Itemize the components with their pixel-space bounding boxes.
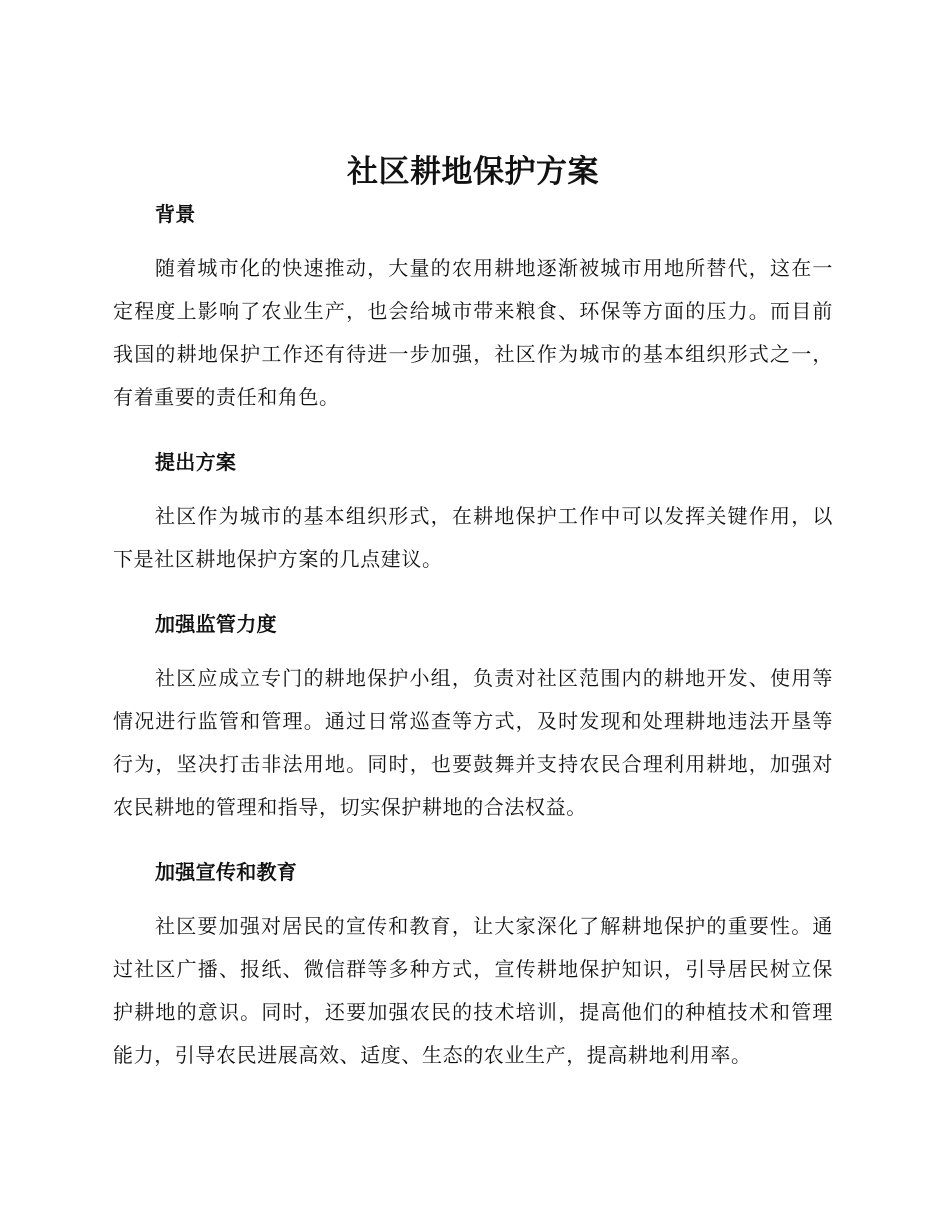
document-body — [113, 149, 833, 1077]
section-paragraph-education: 社区要加强对居民的宣传和教育，让大家深化了解耕地保护的重要性。通过社区广播、报纸、微信群等多种方式，宣传耕地保护知识，引导居民树立保护耕地的意识。同时，还要加强农民的技术培训，提高他们的种植技术和管理能力，引导农民进展高效、适度、生态的农业生产，提高耕地利用率。 — [113, 914, 833, 1067]
section-heading-education: 加强宣传和教育 — [155, 860, 298, 884]
section-heading-proposal: 提出方案 — [155, 450, 237, 474]
section-paragraph-background: 随着城市化的快速推动，大量的农用耕地逐渐被城市用地所替代，这在一定程度上影响了农业生产，也会给城市带来粮食、环保等方面的压力。而目前我国的耕地保护工作还有待进一步加强，社区作为城市的基本组织形式之一，有着重要的责任和角色。 — [113, 256, 833, 409]
section-heading-background: 背景 — [155, 202, 196, 226]
section-paragraph-supervision: 社区应成立专门的耕地保护小组，负责对社区范围内的耕地开发、使用等情况进行监管和管理。通过日常巡查等方式，及时发现和处理耕地违法开垦等行为，坚决打击非法用地。同时，也要鼓舞并支持农民合理利用耕地，加强对农民耕地的管理和指导，切实保护耕地的合法权益。 — [113, 666, 833, 819]
document-title: 社区耕地保护方案 — [347, 154, 599, 190]
section-heading-supervision: 加强监管力度 — [155, 612, 277, 636]
section-paragraph-proposal: 社区作为城市的基本组织形式，在耕地保护工作中可以发挥关键作用，以下是社区耕地保护方案的几点建议。 — [113, 504, 833, 571]
